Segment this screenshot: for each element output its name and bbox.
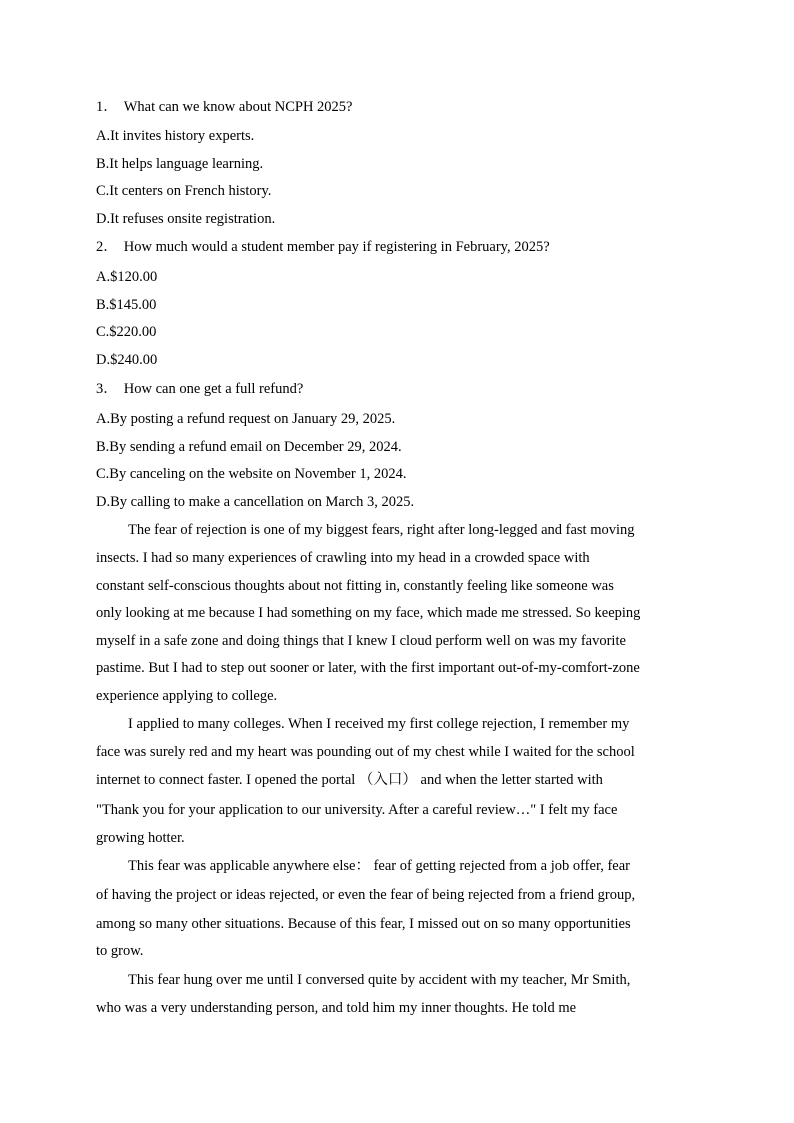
question-2-option-a: A.$120.00 — [96, 269, 158, 285]
question-text: How much would a student member pay if registering in February, 2025? — [123, 239, 550, 255]
passage-line: face was surely red and my heart was pounding out of my chest while I waited for the school — [96, 744, 635, 760]
passage-line: experience applying to college. — [96, 688, 278, 704]
passage-line: growing hotter. — [96, 830, 185, 846]
passage-line: "Thank you for your application to our university. After a careful review…" I felt my face — [96, 802, 618, 818]
question-3-option-a: A.By posting a refund request on January 29, 2025. — [96, 411, 396, 427]
question-1-option-a: A.It invites history experts. — [96, 128, 255, 144]
question-1-option-d: D.It refuses onsite registration. — [96, 211, 276, 227]
question-3-option-c: C.By canceling on the website on November 1, 2024. — [96, 466, 407, 482]
passage-line: of having the project or ideas rejected, or even the fear of being rejected from a friend group, — [96, 887, 636, 903]
question-1 — [96, 98, 352, 116]
passage-line: myself in a safe zone and doing things that I knew I cloud perform well on was my favorite — [96, 633, 626, 649]
question-2 — [96, 238, 550, 256]
passage-line: The fear of rejection is one of my biggest fears, right after long-legged and fast moving — [128, 522, 635, 538]
passage-line: This fear hung over me until I conversed quite by accident with my teacher, Mr Smith, — [128, 972, 631, 988]
question-2-option-d: D.$240.00 — [96, 352, 158, 368]
question-1-option-b: B.It helps language learning. — [96, 156, 264, 172]
question-number: 3． — [96, 381, 118, 397]
question-1-option-c: C.It centers on French history. — [96, 183, 272, 199]
question-text: What can we know about NCPH 2025? — [123, 99, 353, 115]
question-number: 2． — [96, 239, 118, 255]
passage-line: pastime. But I had to step out sooner or later, with the first important out-of-my-comfort-zone — [96, 660, 640, 676]
passage-line: insects. I had so many experiences of crawling into my head in a crowded space with — [96, 550, 590, 566]
passage-line: I applied to many colleges. When I received my first college rejection, I remember my — [128, 716, 630, 732]
passage-line: only looking at me because I had something on my face, which made me stressed. So keeping — [96, 605, 641, 621]
passage-line: This fear was applicable anywhere else： fear of getting rejected from a job offer, fear — [128, 858, 630, 874]
question-text: How can one get a full refund? — [123, 381, 304, 397]
question-2-option-b: B.$145.00 — [96, 297, 157, 313]
passage-line: internet to connect faster. I opened the portal （入口） and when the letter started with — [96, 772, 603, 788]
question-3-option-d: D.By calling to make a cancellation on March 3, 2025. — [96, 494, 415, 510]
question-number: 1． — [96, 99, 118, 115]
question-2-option-c: C.$220.00 — [96, 324, 157, 340]
passage-line: to grow. — [96, 943, 144, 959]
question-3 — [96, 380, 303, 398]
passage-line: who was a very understanding person, and told him my inner thoughts. He told me — [96, 1000, 577, 1016]
passage-line: among so many other situations. Because of this fear, I missed out on so many opportunities — [96, 916, 631, 932]
question-3-option-b: B.By sending a refund email on December 29, 2024. — [96, 439, 402, 455]
passage-line: constant self-conscious thoughts about not fitting in, constantly feeling like someone was — [96, 578, 614, 594]
